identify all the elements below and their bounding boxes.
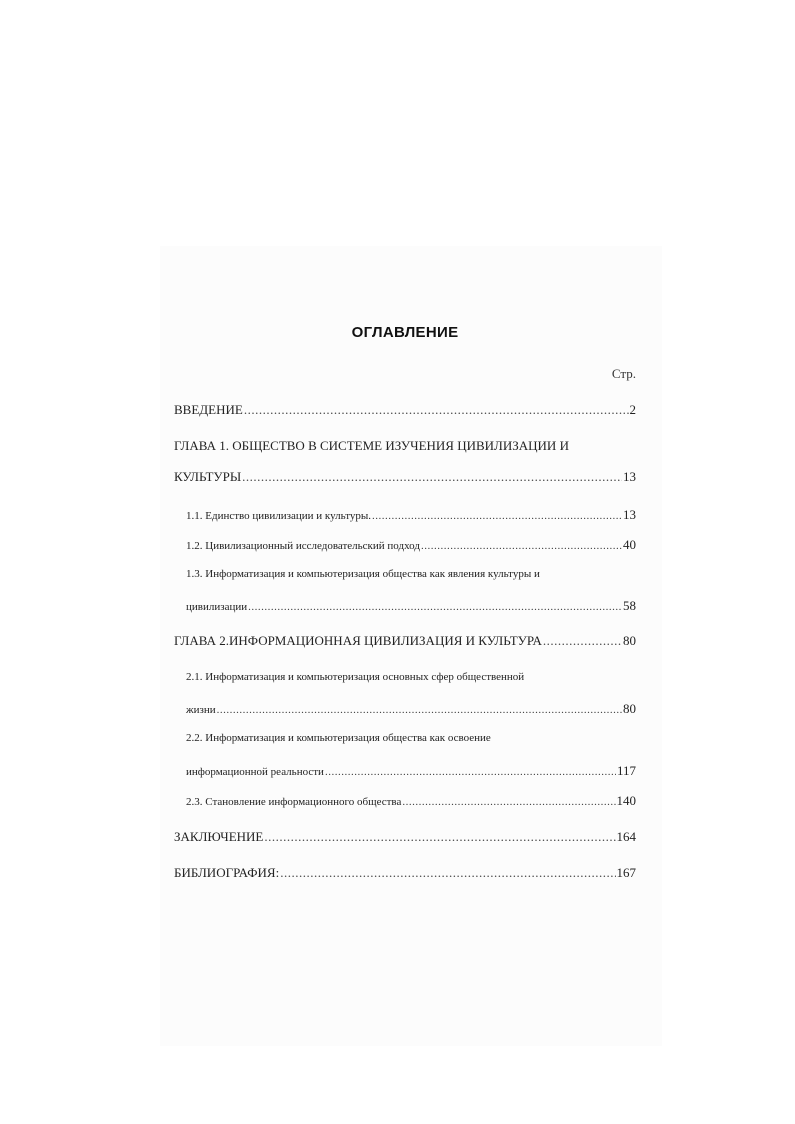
toc-page-number: 58 [623,598,636,613]
toc-leader-dots [264,829,615,845]
toc-entry-text: 1.1. Единство цивилизации и культуры. [186,510,371,522]
toc-entry-section-1-3[interactable]: 1.3. Информатизация и компьютеризация общества как явления культуры и [186,568,540,580]
toc-entry-section-1-2[interactable] [186,537,636,553]
toc-page-number: 117 [616,763,636,778]
toc-entry-chapter-2[interactable] [174,633,636,649]
document-title: ОГЛАВЛЕНИЕ [351,324,459,341]
toc-entry-text: цивилизации [186,601,248,613]
toc-entry-text: 2.3. Становление информационного общества [186,796,402,808]
toc-entry-text: ВВЕДЕНИЕ [174,402,243,417]
toc-leader-dots [372,510,622,522]
toc-leader-dots [421,540,622,552]
toc-entry-section-1-3-cont[interactable] [186,598,636,614]
toc-entry-text: БИБЛИОГРАФИЯ: [174,865,280,880]
toc-entry-section-1-1[interactable] [186,507,636,523]
toc-entry-section-2-1-cont[interactable] [186,701,636,717]
toc-entry-chapter-1-cont[interactable] [174,469,636,485]
toc-page-number: 13 [623,507,636,522]
toc-entry-conclusion[interactable] [174,829,636,845]
toc-leader-dots [402,796,615,808]
toc-leader-dots [244,402,629,418]
toc-entry-text: 1.2. Цивилизационный исследовательский подход [186,540,420,552]
toc-page-number: 40 [623,537,636,552]
toc-entry-text: информационной реальности [186,766,324,778]
toc-page-number: 2 [629,402,636,417]
toc-page-number: 80 [623,633,636,648]
toc-entry-section-2-1[interactable]: 2.1. Информатизация и компьютеризация основных сфер общественной [186,671,525,683]
toc-entry-intro[interactable] [174,402,636,418]
toc-leader-dots [217,704,622,716]
toc-entry-text: КУЛЬТУРЫ [174,469,242,484]
toc-entry-section-2-2[interactable]: 2.2. Информатизация и компьютеризация общества как освоение [186,732,491,744]
toc-entry-chapter-1[interactable]: ГЛАВА 1. ОБЩЕСТВО В СИСТЕМЕ ИЗУЧЕНИЯ ЦИВИЛИЗАЦИИ И [174,438,569,453]
toc-page-number: 13 [623,469,636,484]
toc-entry-section-2-3[interactable] [186,793,636,809]
toc-entry-section-2-2-cont[interactable] [186,763,636,779]
toc-entry-text: ГЛАВА 2.ИНФОРМАЦИОННАЯ ЦИВИЛИЗАЦИЯ И КУЛЬТУРА [174,633,542,648]
toc-entry-text: ЗАКЛЮЧЕНИЕ [174,829,264,844]
toc-leader-dots [325,766,616,778]
toc-entry-bibliography[interactable] [174,865,636,881]
toc-page-number: 164 [616,829,636,844]
toc-page-number: 140 [616,793,636,808]
toc-entry-text: жизни [186,704,216,716]
toc-page-number: 167 [616,865,636,880]
toc-leader-dots [543,633,622,649]
toc-leader-dots [242,469,622,485]
toc-leader-dots [280,865,615,881]
toc-page-number: 80 [623,701,636,716]
toc-leader-dots [248,601,622,613]
page-column-label: Стр. [611,366,636,381]
